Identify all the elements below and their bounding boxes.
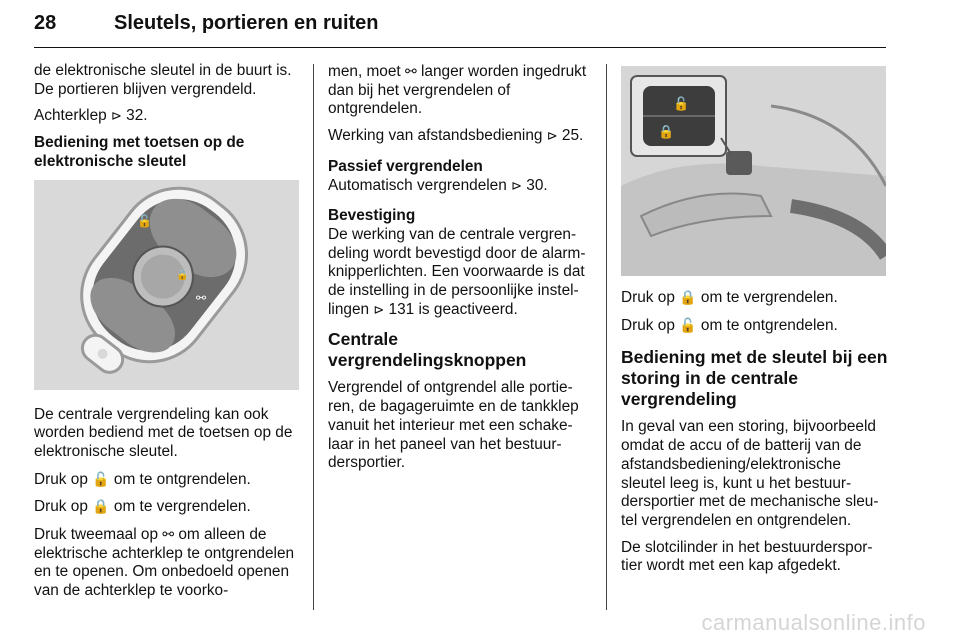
section-heading: Bevestiging bbox=[328, 207, 416, 225]
paragraph: De centrale vergrendeling kan ook worden bediend met de toetsen op de elektronische sleutel. bbox=[34, 405, 293, 460]
text: om te vergrendelen. bbox=[109, 498, 251, 516]
text: Werking van afstandsbediening bbox=[328, 127, 547, 145]
reference-arrow-icon: ⊳ bbox=[511, 177, 522, 193]
chapter-title: Sleutels, portieren en ruiten bbox=[114, 12, 379, 34]
unlock-icon: 🔓 bbox=[679, 316, 697, 333]
svg-text:⚯: ⚯ bbox=[196, 290, 207, 305]
text: Druk op bbox=[34, 470, 93, 488]
svg-text:🔒: 🔒 bbox=[176, 269, 189, 281]
text: Druk op bbox=[621, 289, 680, 306]
text: langer worden ingedrukt dan bij het vergrendelen of ontgrendelen. bbox=[328, 63, 587, 118]
column-2 bbox=[328, 62, 592, 481]
lock-icon: 🔒 bbox=[92, 498, 110, 515]
reference-arrow-icon: ⊳ bbox=[373, 301, 385, 317]
page-reference[interactable]: 30. bbox=[522, 176, 548, 194]
text: Achterklep bbox=[34, 107, 111, 125]
page-reference[interactable]: 131 is geactiveerd. bbox=[384, 300, 518, 318]
page-reference[interactable]: 32. bbox=[121, 107, 148, 125]
paragraph bbox=[621, 288, 888, 308]
svg-text:🔓: 🔓 bbox=[137, 213, 152, 228]
text: Druk op bbox=[34, 498, 93, 516]
text: om te vergrendelen. bbox=[696, 289, 838, 306]
paragraph bbox=[328, 226, 592, 320]
section-heading: Bediening met toetsen op de elektronische sleutel bbox=[34, 134, 245, 170]
text: men, moet bbox=[328, 63, 405, 80]
text: Druk tweemaal op bbox=[34, 526, 163, 544]
paragraph bbox=[34, 107, 299, 126]
column-divider bbox=[606, 64, 607, 610]
page-header bbox=[34, 8, 886, 48]
header-rule bbox=[34, 47, 886, 48]
paragraph bbox=[328, 127, 592, 146]
paragraph bbox=[621, 316, 888, 336]
paragraph: de elektronische sleutel in de buurt is. De portieren blijven vergrendeld. bbox=[34, 62, 292, 98]
paragraph: In geval van een storing, bijvoorbeeld omdat de accu of de batterij van de afstandsbediening/elektronische sleutel leeg is, kunt u het bestuurdersportier met de mechanische sleutel vergrendelen en ontgrendelen. bbox=[621, 418, 879, 529]
key-fob-illustration bbox=[34, 180, 299, 390]
text: om alleen de elektrische achterklep te ontgrendelen en te openen. Om onbedoeld openen van de achterklep te voorko- bbox=[34, 526, 295, 600]
door-panel-switch-illustration bbox=[621, 66, 886, 276]
tailgate-icon: ⚯ bbox=[404, 63, 417, 79]
page-reference[interactable]: 25. bbox=[557, 127, 584, 145]
svg-text:🔒: 🔒 bbox=[658, 125, 675, 140]
section-heading: Bediening met de sleutel bij een storing in de centrale vergrendeling bbox=[621, 347, 888, 410]
text: De werking van de centrale vergrendeling wordt bevestigd door de alarmknipperlichten. Een voorwaarde is dat de instelling in de persoonlijke instellingen bbox=[328, 225, 586, 318]
page-number: 28 bbox=[34, 12, 57, 34]
column-3 bbox=[621, 66, 888, 584]
paragraph bbox=[328, 62, 592, 119]
column-divider bbox=[313, 64, 314, 610]
svg-text:🔓: 🔓 bbox=[673, 97, 690, 112]
watermark: carmanualsonline.info bbox=[701, 610, 926, 635]
text: om te ontgrendelen. bbox=[109, 470, 251, 488]
paragraph: Vergrendel of ontgrendel alle portieren, de bagageruimte en de tankklep vanuit het interieur met een schakelaar in het paneel van het bestuurdersportier. bbox=[328, 379, 579, 472]
section-heading: Centrale vergrendelingsknoppen bbox=[328, 329, 527, 371]
reference-arrow-icon: ⊳ bbox=[546, 128, 558, 144]
paragraph bbox=[34, 497, 299, 517]
tailgate-icon: ⚯ bbox=[162, 526, 175, 543]
paragraph bbox=[34, 525, 299, 601]
text: Druk op bbox=[621, 316, 680, 334]
lock-icon: 🔒 bbox=[679, 289, 697, 305]
paragraph: De slotcilinder in het bestuurdersportier wordt met een kap afgedekt. bbox=[621, 538, 873, 575]
reference-arrow-icon: ⊳ bbox=[111, 108, 122, 124]
paragraph bbox=[34, 470, 299, 490]
column-1 bbox=[34, 62, 299, 609]
unlock-icon: 🔓 bbox=[92, 470, 110, 487]
paragraph bbox=[328, 177, 592, 196]
text: om te ontgrendelen. bbox=[696, 316, 838, 334]
section-heading: Passief vergrendelen bbox=[328, 157, 483, 175]
text: Automatisch vergrendelen bbox=[328, 176, 512, 194]
